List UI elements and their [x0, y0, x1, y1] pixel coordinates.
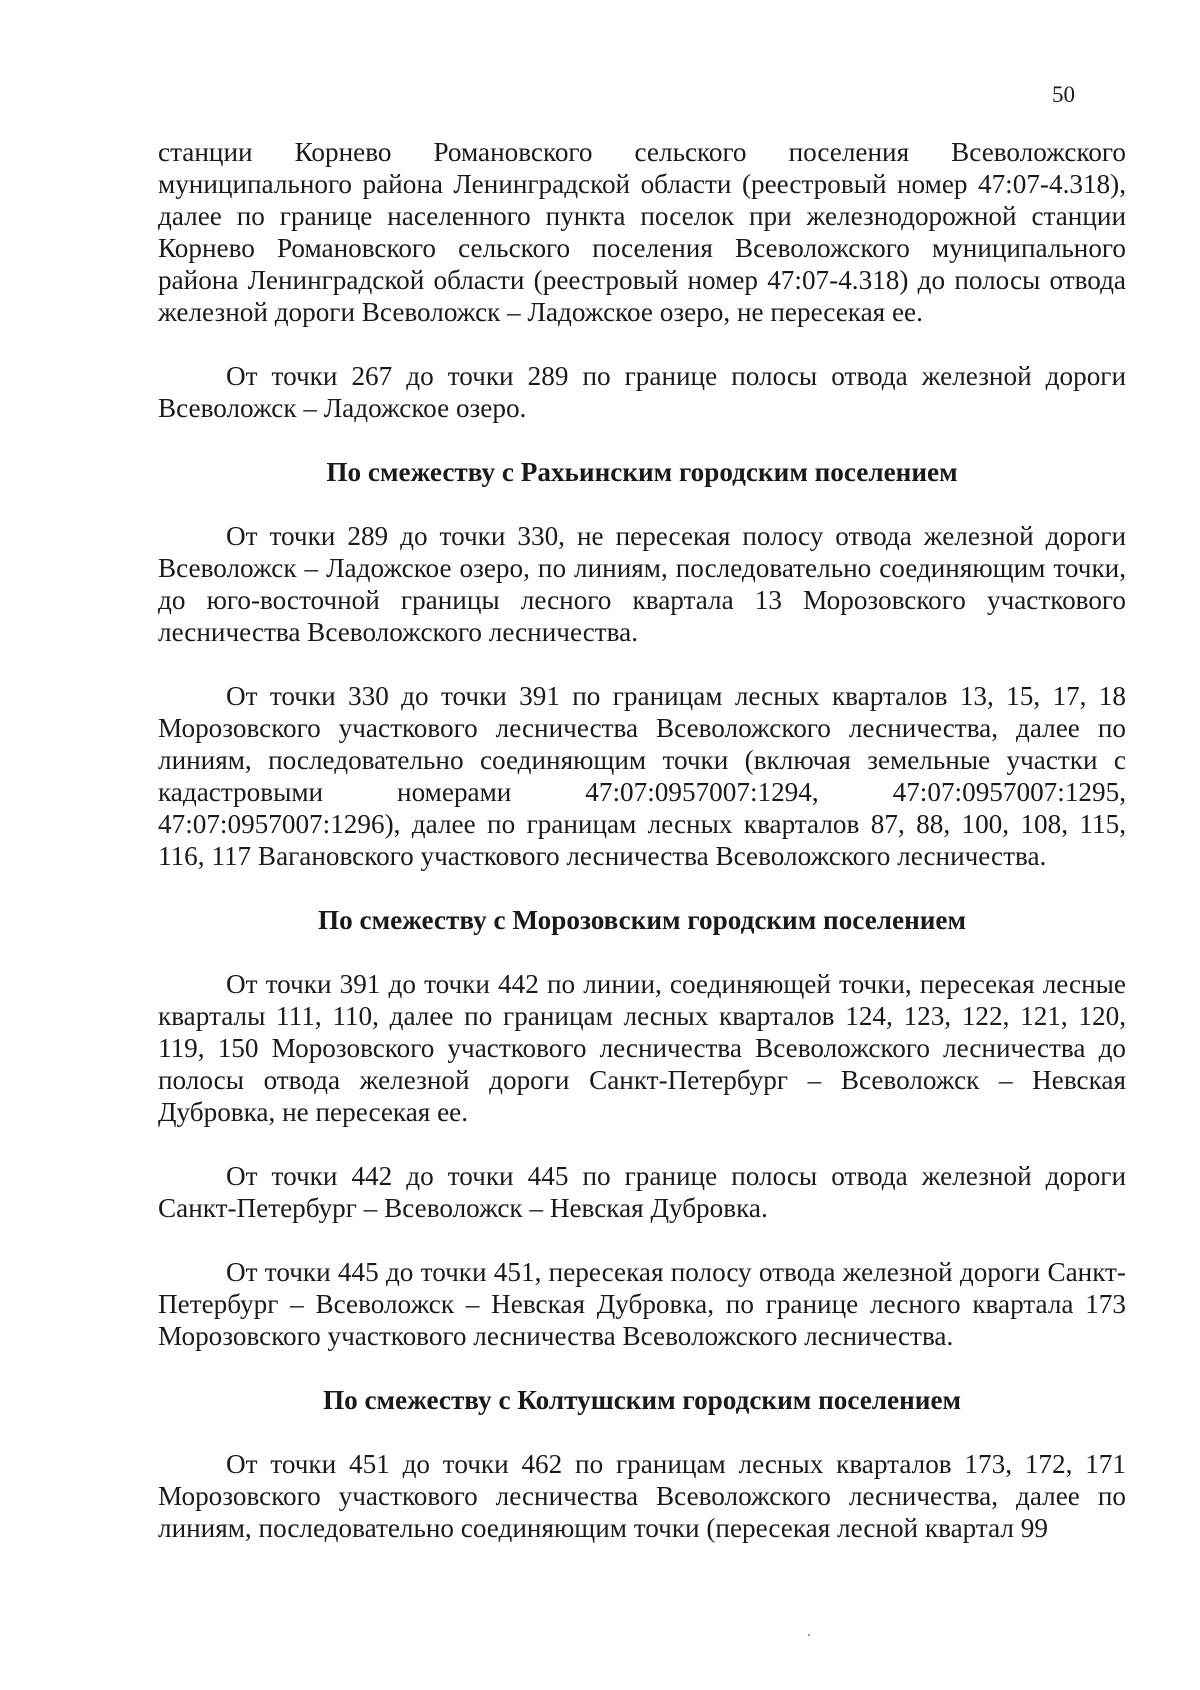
paragraph-continuation: станции Корнево Романовского сельского поселения Всеволожского муниципального района Ленинградской области (реестровый номер 47:07-4.318), далее по границе населенного пункта поселок при железнодорожной станции Корнево Романовского сельского поселения Всеволожского муниципального района Ленинградской области (реестровый номер 47:07-4.318) до полосы отвода железной дороги Всеволожск – Ладожское озеро, не пересекая ее. — [158, 137, 1126, 327]
paragraph: От точки 330 до точки 391 по границам лесных кварталов 13, 15, 17, 18 Морозовского участкового лесничества Всеволожского лесничества, далее по линиям, последовательно соединяющим точки (включая земельные участки с кадастровыми номерами 47:07:0957007:1294, 47:07:0957007:1295, 47:07:0957007:1296), далее по границам лесных кварталов 87, 88, 100, 108, 115, 116, 117 Вагановского участкового лесничества Всеволожского лесничества. — [158, 681, 1126, 871]
scan-speck — [808, 1634, 810, 1636]
section-heading-rakhya: По смежеству с Рахьинским городским поселением — [326, 457, 958, 487]
paragraph: От точки 445 до точки 451, пересекая полосу отвода железной дороги Санкт-Петербург – Всеволожск – Невская Дубровка, по границе лесного квартала 173 Морозовского участкового лесничества Всеволожского лесничества. — [158, 1257, 1126, 1351]
paragraph: От точки 267 до точки 289 по границе полосы отвода железной дороги Всеволожск – Ладожское озеро. — [158, 361, 1126, 423]
document-body — [158, 136, 1126, 1544]
paragraph: От точки 442 до точки 445 по границе полосы отвода железной дороги Санкт-Петербург – Всеволожск – Невская Дубровка. — [158, 1161, 1126, 1223]
page-number: 50 — [1052, 82, 1075, 107]
paragraph: От точки 451 до точки 462 по границам лесных кварталов 173, 172, 171 Морозовского участкового лесничества Всеволожского лесничества, далее по линиям, последовательно соединяющим точки (пересекая лесной квартал 99 — [158, 1449, 1126, 1543]
section-heading-morozov: По смежеству с Морозовским городским поселением — [317, 905, 966, 935]
section-heading-koltushi: По смежеству с Колтушским городским поселением — [322, 1385, 962, 1415]
paragraph: От точки 289 до точки 330, не пересекая полосу отвода железной дороги Всеволожск – Ладожское озеро, по линиям, последовательно соединяющим точки, до юго-восточной границы лесного квартала 13 Морозовского участкового лесничества Всеволожского лесничества. — [158, 521, 1126, 647]
paragraph: От точки 391 до точки 442 по линии, соединяющей точки, пересекая лесные кварталы 111, 110, далее по границам лесных кварталов 124, 123, 122, 121, 120, 119, 150 Морозовского участкового лесничества Всеволожского лесничества до полосы отвода железной дороги Санкт-Петербург – Всеволожск – Невская Дубровка, не пересекая ее. — [158, 969, 1126, 1127]
